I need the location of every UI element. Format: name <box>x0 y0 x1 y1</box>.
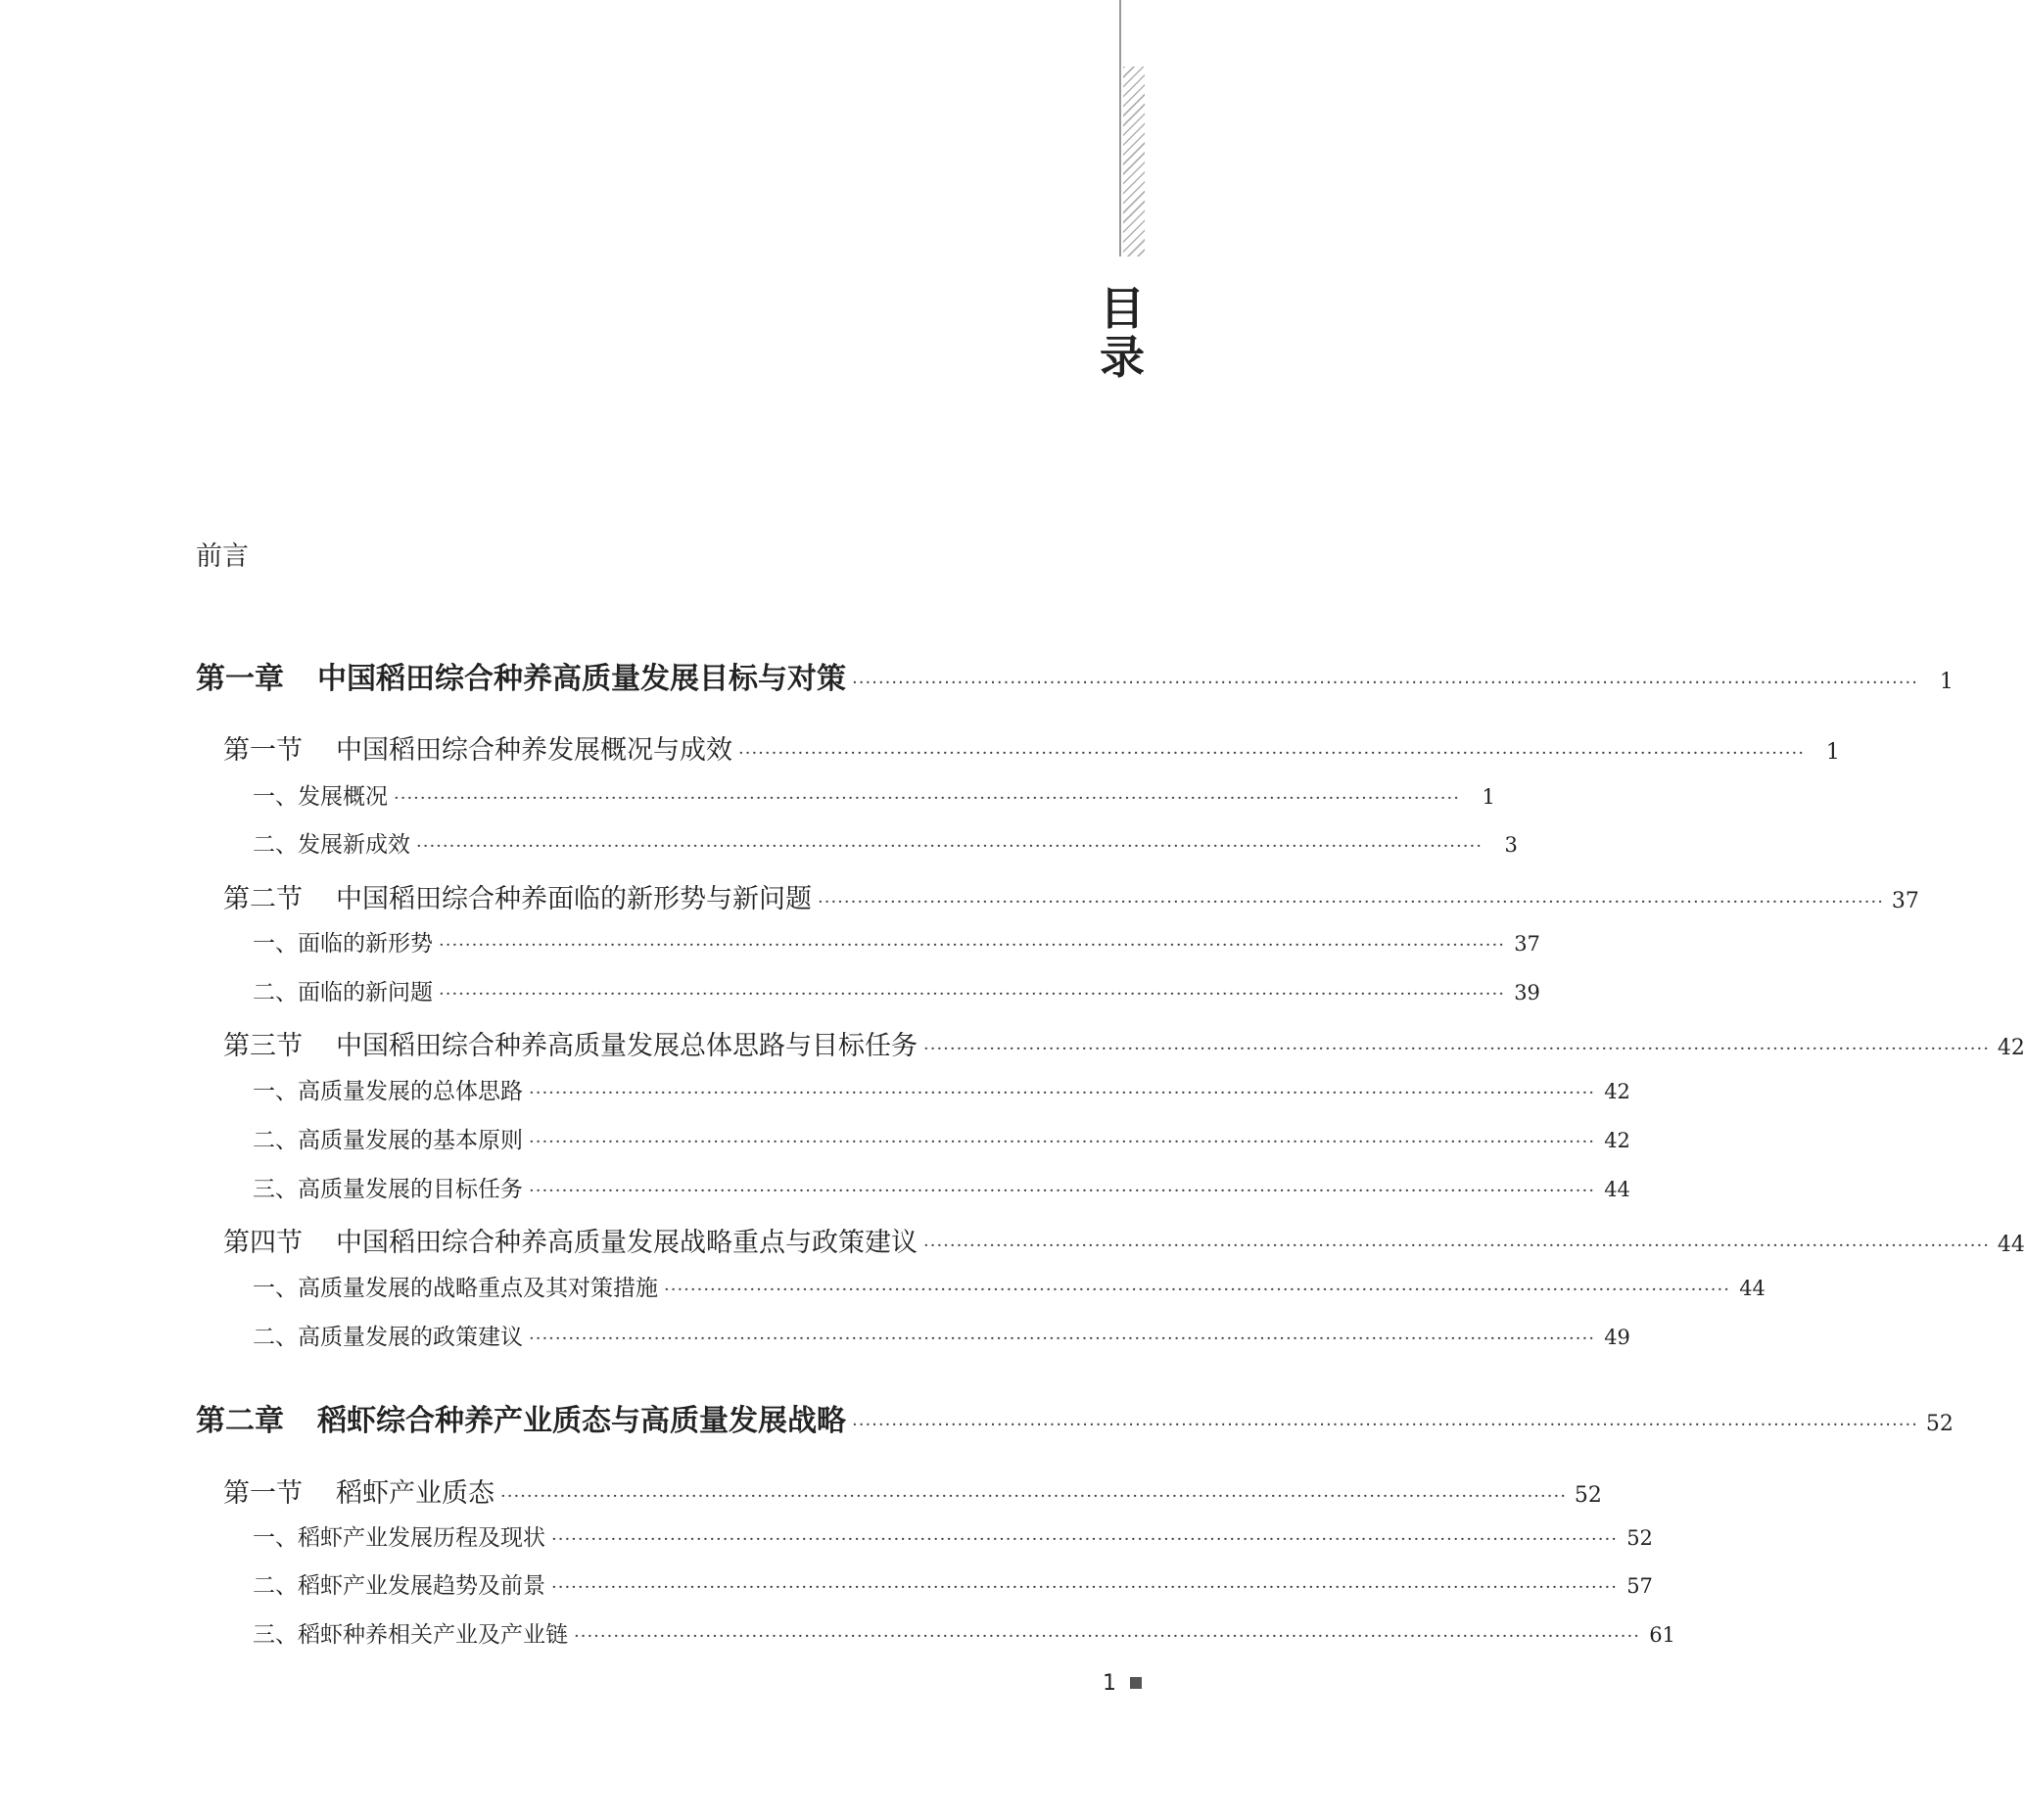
toc-entry-page-number: 52 <box>1626 1526 1653 1550</box>
toc-entry-section[interactable] <box>223 1221 2025 1259</box>
toc-entry-number: 一、 <box>253 784 298 810</box>
toc-entry-section[interactable] <box>223 728 1840 767</box>
toc-entry-section[interactable] <box>223 877 1919 915</box>
toc-entry-number: 一、 <box>253 1525 298 1551</box>
toc-entry-title <box>253 1073 523 1105</box>
toc-entry-title <box>253 778 388 811</box>
toc-entry-number: 第四节 <box>223 1228 303 1258</box>
toc-entry-leader-dots: ·································································································································································· <box>529 1132 1595 1152</box>
toc-entry-text: 稻虾综合种养产业质态与高质量发展战略 <box>317 1404 846 1438</box>
toc-entry-text: 稻虾产业发展趋势及前景 <box>298 1573 545 1599</box>
toc-heading-char-2: 录 <box>1100 331 1145 384</box>
toc-entry-title <box>253 974 433 1006</box>
toc-entry-text: 高质量发展的战略重点及其对策措施 <box>298 1276 658 1301</box>
toc-entry-page-number: 1 <box>1939 670 1954 694</box>
toc-entry-page-number: 44 <box>1604 1178 1630 1201</box>
toc-entry-text: 中国稻田综合种养面临的新形势与新问题 <box>336 884 812 914</box>
toc-entry-number: 第一节 <box>223 1478 303 1509</box>
toc-entry-text: 高质量发展的基本原则 <box>298 1128 523 1153</box>
toc-entry-number: 第二节 <box>223 884 303 914</box>
toc-entry-sub[interactable] <box>253 1122 1630 1154</box>
toc-entry-sub[interactable] <box>253 974 1540 1006</box>
toc-entry-chapter[interactable] <box>196 654 1954 697</box>
toc-entry-preface-label: 前言 <box>196 541 249 572</box>
toc-entry-title <box>253 1567 545 1600</box>
toc-entry-sub[interactable] <box>253 1616 1675 1649</box>
toc-entry-number: 一、 <box>253 1276 298 1301</box>
toc-entry-title <box>253 925 433 957</box>
toc-entry-title <box>223 1024 918 1062</box>
toc-entry-page-number: 1 <box>1482 785 1495 809</box>
toc-entry-page-number: 61 <box>1649 1623 1675 1647</box>
toc-entry-sub[interactable] <box>253 1519 1653 1552</box>
toc-entry-leader-dots: ·································································································································································· <box>551 1577 1618 1598</box>
toc-entry-sub[interactable] <box>253 778 1495 811</box>
toc-entry-leader-dots: ·································································································································································· <box>529 1181 1595 1201</box>
toc-entry-text: 稻虾产业质态 <box>336 1478 494 1509</box>
toc-entry-number: 三、 <box>253 1177 298 1202</box>
toc-entry-page-number: 44 <box>1739 1277 1766 1300</box>
toc-entry-text: 中国稻田综合种养发展概况与成效 <box>336 735 732 766</box>
toc-entry-number: 一、 <box>253 931 298 957</box>
toc-entry-sub[interactable] <box>253 925 1540 957</box>
toc-entry-leader-dots: ·································································································································································· <box>551 1529 1618 1550</box>
toc-entry-leader-dots: ·································································································································································· <box>923 1236 1990 1256</box>
toc-entry-sub[interactable] <box>253 826 1518 859</box>
toc-entry-chapter[interactable] <box>196 1396 1954 1439</box>
toc-entry-page-number: 52 <box>1574 1483 1602 1508</box>
toc-entry-number: 第二章 <box>196 1404 284 1438</box>
toc-entry-leader-dots: ·································································································································································· <box>852 1415 1918 1435</box>
toc-entry-leader-dots: ·································································································································································· <box>818 892 1884 912</box>
toc-entry-page-number: 42 <box>1604 1129 1630 1152</box>
toc-entry-page-number: 1 <box>1825 740 1840 765</box>
toc-entry-text: 面临的新问题 <box>298 980 433 1005</box>
toc-entry-page-number: 37 <box>1514 932 1540 956</box>
toc-entry-leader-dots: ·································································································································································· <box>439 935 1505 956</box>
toc-entry-text: 面临的新形势 <box>298 931 433 957</box>
toc-entry-leader-dots: ·································································································································································· <box>529 1083 1595 1103</box>
toc-entry-sub[interactable] <box>253 1270 1766 1302</box>
toc-entry-title <box>253 826 410 859</box>
toc-entry-leader-dots: ·································································································································································· <box>500 1486 1567 1507</box>
toc-entry-text: 发展新成效 <box>298 832 410 858</box>
toc-entry-text: 发展概况 <box>298 784 388 810</box>
toc-entry-number: 一、 <box>253 1079 298 1104</box>
toc-entry-leader-dots: ·································································································································································· <box>394 788 1460 809</box>
toc-entry-sub[interactable] <box>253 1171 1630 1203</box>
toc-entry-leader-dots: ·································································································································································· <box>852 673 1918 693</box>
toc-entry-number: 二、 <box>253 1128 298 1153</box>
toc-entry-number: 二、 <box>253 980 298 1005</box>
toc-entry-number: 第一章 <box>196 662 284 696</box>
toc-entry-title <box>253 1122 523 1154</box>
toc-entry-page-number: 44 <box>1997 1233 2025 1257</box>
toc-entry-text: 中国稻田综合种养高质量发展总体思路与目标任务 <box>336 1031 918 1061</box>
toc-entry-page-number: 39 <box>1514 981 1540 1004</box>
toc-heading <box>1093 284 1152 382</box>
toc-entry-text: 稻虾种养相关产业及产业链 <box>298 1622 568 1648</box>
toc-entry-leader-dots: ·································································································································································· <box>574 1626 1640 1647</box>
toc-entry-page-number: 52 <box>1925 1412 1954 1436</box>
toc-entry-title <box>196 654 846 697</box>
toc-entry-title <box>196 1396 846 1439</box>
toc-entry-title <box>253 1270 658 1302</box>
decorative-vertical-line <box>1119 0 1121 257</box>
toc-entry-sub[interactable] <box>253 1567 1653 1600</box>
toc-entry-sub[interactable] <box>253 1319 1630 1351</box>
toc-entry-text: 高质量发展的政策建议 <box>298 1325 523 1350</box>
toc-entry-title <box>223 877 812 915</box>
toc-entry-title <box>223 1471 494 1510</box>
toc-entry-leader-dots: ·································································································································································· <box>529 1329 1595 1349</box>
toc-entry-title <box>223 728 732 767</box>
toc-entry-number: 二、 <box>253 832 298 858</box>
toc-entry-page-number: 3 <box>1504 833 1518 857</box>
toc-entry-number: 二、 <box>253 1325 298 1350</box>
toc-entry-leader-dots: ·································································································································································· <box>664 1280 1730 1300</box>
toc-entry-leader-dots: ·································································································································································· <box>416 836 1483 857</box>
toc-entry-title <box>253 1616 568 1649</box>
toc-entry-section[interactable] <box>223 1024 2025 1062</box>
toc-entry-leader-dots: ·································································································································································· <box>439 984 1505 1004</box>
toc-entry-page-number: 49 <box>1604 1326 1630 1349</box>
toc-entry-section[interactable] <box>223 1471 1602 1510</box>
page-number: 1 <box>1103 1671 1116 1696</box>
toc-entry-text: 高质量发展的总体思路 <box>298 1079 523 1104</box>
toc-entry-number: 第一节 <box>223 735 303 766</box>
toc-entry-text: 高质量发展的目标任务 <box>298 1177 523 1202</box>
toc-entry-preface[interactable] <box>196 535 249 573</box>
toc-entry-page-number: 37 <box>1891 889 1919 913</box>
toc-entry-title <box>253 1171 523 1203</box>
toc-entry-leader-dots: ·································································································································································· <box>923 1039 1990 1059</box>
toc-entry-text: 稻虾产业发展历程及现状 <box>298 1525 545 1551</box>
decorative-hatch-pattern <box>1123 67 1145 257</box>
toc-entry-leader-dots: ·································································································································································· <box>738 743 1805 764</box>
toc-entry-number: 三、 <box>253 1622 298 1648</box>
toc-entry-text: 中国稻田综合种养高质量发展战略重点与政策建议 <box>336 1228 918 1258</box>
toc-entry-page-number: 42 <box>1604 1080 1630 1103</box>
toc-entry-page-number: 42 <box>1997 1036 2025 1060</box>
toc-entry-page-number: 57 <box>1626 1574 1653 1598</box>
toc-entry-number: 二、 <box>253 1573 298 1599</box>
page-number-square-icon <box>1130 1677 1142 1689</box>
toc-heading-char-1: 目 <box>1100 282 1145 335</box>
toc-entry-sub[interactable] <box>253 1073 1630 1105</box>
toc-entry-title <box>253 1519 545 1552</box>
toc-entry-title <box>253 1319 523 1351</box>
toc-entry-title <box>223 1221 918 1259</box>
toc-entry-number: 第三节 <box>223 1031 303 1061</box>
toc-entry-text: 中国稻田综合种养高质量发展目标与对策 <box>317 662 846 696</box>
